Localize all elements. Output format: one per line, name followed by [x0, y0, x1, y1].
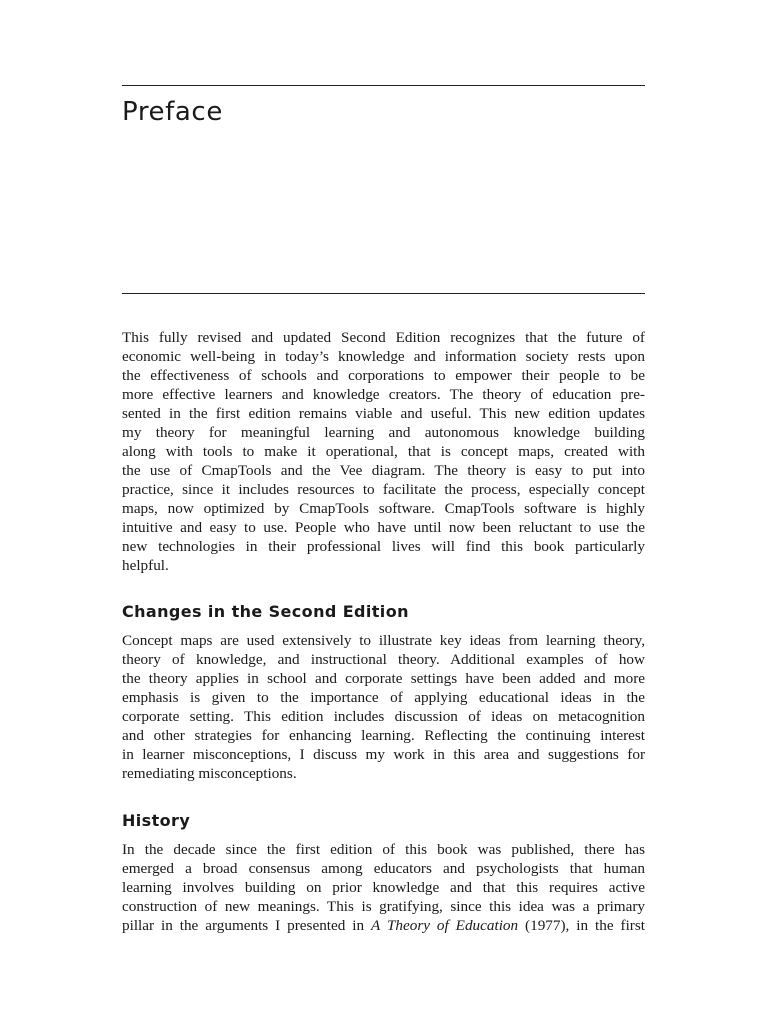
- text-line: more effective learners and knowledge creators. The theory of education pre-: [122, 386, 645, 403]
- text-line: remediating misconceptions.: [122, 765, 297, 782]
- text-fragment: (1977), in the first: [518, 917, 645, 934]
- text-line: emphasis is given to the importance of applying educational ideas in the: [122, 689, 645, 706]
- text-line: and other strategies for enhancing learning. Reflecting the continuing interest: [122, 727, 645, 744]
- intro-paragraph: [122, 328, 645, 575]
- text-line: new technologies in their professional lives will find this book particularly: [122, 538, 645, 555]
- text-line: construction of new meanings. This is gratifying, since this idea was a primary: [122, 898, 645, 915]
- text-line: my theory for meaningful learning and autonomous knowledge building: [122, 424, 645, 441]
- section-heading-changes: Changes in the Second Edition: [122, 602, 409, 621]
- text-line: corporate setting. This edition includes discussion of ideas on metacognition: [122, 708, 645, 725]
- page-title: Preface: [122, 97, 223, 127]
- section-heading-history: History: [122, 811, 191, 830]
- text-line: [122, 916, 645, 935]
- text-line: the effectiveness of schools and corporations to empower their people to be: [122, 367, 645, 384]
- text-line: along with tools to make it operational, that is concept maps, created with: [122, 443, 645, 460]
- text-line: practice, since it includes resources to facilitate the process, especially concept: [122, 481, 645, 498]
- text-line: sented in the first edition remains viable and useful. This new edition updates: [122, 405, 645, 422]
- changes-paragraph: [122, 631, 645, 783]
- text-line: This fully revised and updated Second Edition recognizes that the future of: [122, 329, 645, 346]
- top-rule: [122, 85, 645, 86]
- text-line: maps, now optimized by CmapTools software. CmapTools software is highly: [122, 500, 645, 517]
- history-paragraph: [122, 840, 645, 935]
- bottom-rule: [122, 293, 645, 294]
- text-line: the theory applies in school and corporate settings have been added and more: [122, 670, 645, 687]
- text-line: In the decade since the first edition of this book was published, there has: [122, 841, 645, 858]
- book-title-italic: A Theory of Education: [371, 917, 519, 934]
- text-fragment: pillar in the arguments I presented in: [122, 917, 372, 934]
- document-page: [122, 0, 645, 1024]
- text-line: intuitive and easy to use. People who have until now been reluctant to use the: [122, 519, 645, 536]
- text-line: emerged a broad consensus among educators and psychologists that human: [122, 860, 645, 877]
- text-line: Concept maps are used extensively to illustrate key ideas from learning theory,: [122, 632, 645, 649]
- text-line: helpful.: [122, 557, 169, 574]
- text-line: learning involves building on prior knowledge and that this requires active: [122, 879, 645, 896]
- text-line: the use of CmapTools and the Vee diagram. The theory is easy to put into: [122, 462, 645, 479]
- text-line: theory of knowledge, and instructional theory. Additional examples of how: [122, 651, 645, 668]
- text-line: economic well-being in today’s knowledge and information society rests upon: [122, 348, 645, 365]
- text-line: in learner misconceptions, I discuss my work in this area and suggestions for: [122, 746, 645, 763]
